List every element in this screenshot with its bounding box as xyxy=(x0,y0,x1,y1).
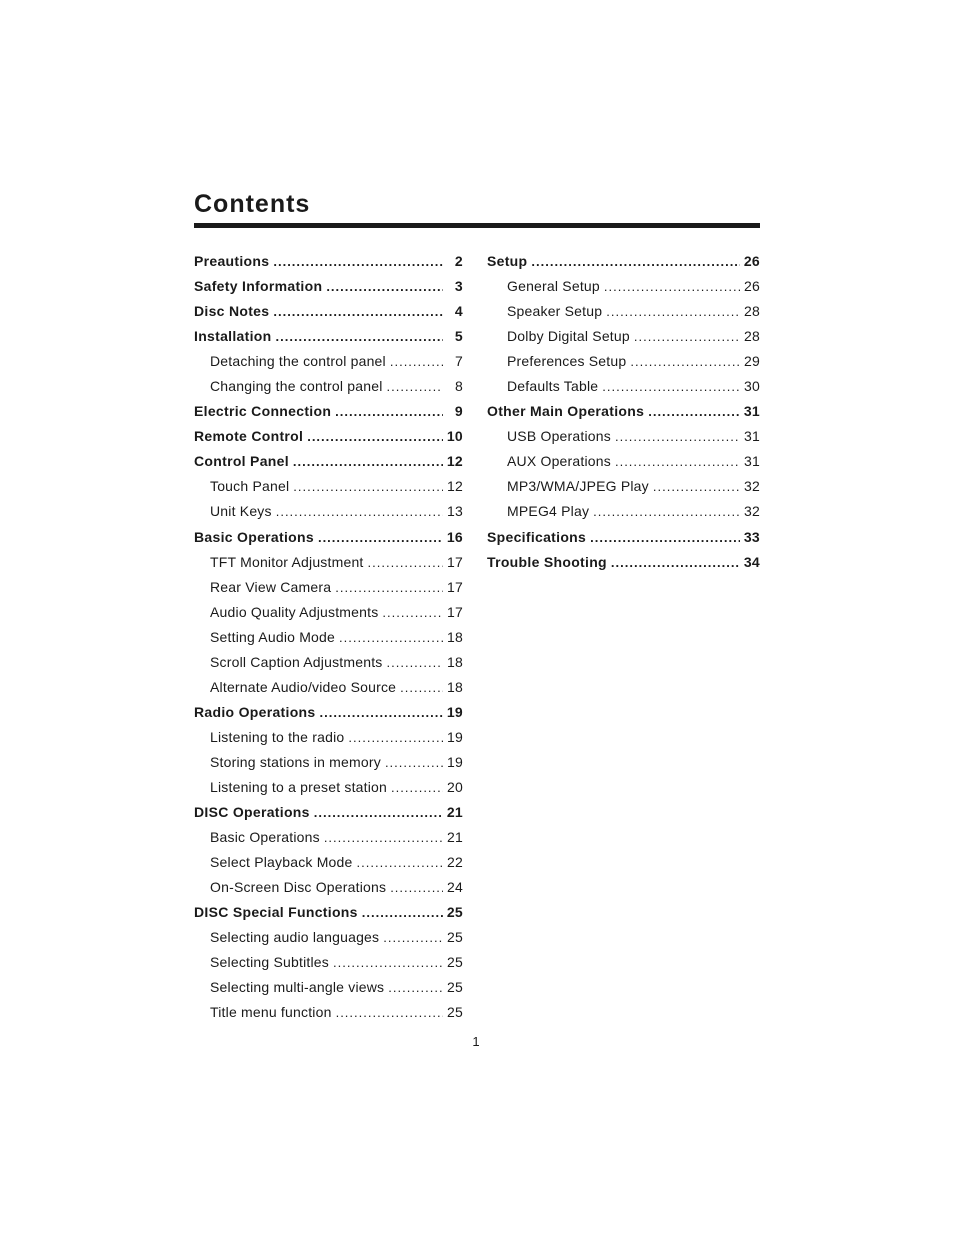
toc-entry-page: 18 xyxy=(447,678,463,695)
dot-leader xyxy=(400,675,443,700)
toc-entry-label: Dolby Digital Setup xyxy=(507,328,630,345)
toc-entry-page: 34 xyxy=(743,553,760,570)
toc-subentry[interactable] xyxy=(487,274,760,299)
toc-entry-page: 21 xyxy=(447,829,463,846)
toc-subentry[interactable] xyxy=(487,349,760,374)
dot-leader xyxy=(319,700,443,725)
toc-subentry[interactable] xyxy=(487,474,760,499)
dot-leader xyxy=(387,374,443,399)
toc-entry-page: 19 xyxy=(447,728,463,745)
toc-subentry[interactable] xyxy=(194,975,463,1000)
dot-leader xyxy=(590,525,740,550)
toc-entry[interactable] xyxy=(194,700,463,725)
dot-leader xyxy=(615,449,740,474)
toc-subentry[interactable] xyxy=(194,499,463,524)
toc-entry-page: 28 xyxy=(744,328,760,345)
toc-entry-page: 4 xyxy=(454,303,463,320)
toc-entry-page: 29 xyxy=(744,353,760,370)
toc-entry-label: Listening to a preset station xyxy=(210,779,388,795)
toc-entry-label: Selecting multi-angle views xyxy=(210,979,385,996)
toc-entry-page: 32 xyxy=(744,503,760,520)
toc-left-column xyxy=(194,249,463,1025)
toc-subentry[interactable] xyxy=(194,875,463,900)
toc-entry-page: 20 xyxy=(447,779,463,795)
toc-entry-page: 7 xyxy=(455,353,463,370)
toc-entry-page: 31 xyxy=(744,453,760,470)
toc-entry-label: Other Main Operations xyxy=(487,403,645,420)
toc-entry-page: 26 xyxy=(744,278,760,295)
toc-entry-label: Audio Quality Adjustments xyxy=(210,603,379,620)
dot-leader xyxy=(339,625,443,650)
toc-entry-page: 16 xyxy=(446,528,463,545)
toc-subentry[interactable] xyxy=(194,625,463,650)
toc-entry-page: 19 xyxy=(447,753,463,770)
toc-entry-page: 25 xyxy=(447,954,463,971)
toc-entry-page: 30 xyxy=(744,378,760,395)
toc-entry-label: Preautions xyxy=(194,253,270,270)
dot-leader xyxy=(273,299,443,324)
toc-subentry[interactable] xyxy=(487,374,760,399)
toc-entry-label: Radio Operations xyxy=(194,703,316,720)
dot-leader xyxy=(604,274,740,299)
toc-entry-label: Specifications xyxy=(487,528,587,545)
toc-entry-page: 18 xyxy=(447,628,463,645)
toc-entry-label: Rear View Camera xyxy=(210,578,332,595)
toc-subentry[interactable] xyxy=(194,349,463,374)
toc-subentry[interactable] xyxy=(194,600,463,625)
toc-subentry[interactable] xyxy=(487,499,760,524)
toc-subentry[interactable] xyxy=(194,650,463,675)
toc-entry-label: Speaker Setup xyxy=(507,303,603,320)
dot-leader xyxy=(388,975,443,1000)
dot-leader xyxy=(390,875,443,900)
toc-entry-label: Basic Operations xyxy=(210,829,320,846)
toc-subentry[interactable] xyxy=(194,850,463,875)
dot-leader xyxy=(387,650,443,675)
dot-leader xyxy=(362,900,443,925)
title-rule xyxy=(194,223,760,228)
toc-entry-page: 31 xyxy=(744,428,760,445)
toc-entry-label: Electric Connection xyxy=(194,403,332,420)
toc-entry-label: Setting Audio Mode xyxy=(210,628,336,645)
toc-entry-label: DISC Special Functions xyxy=(194,904,358,921)
toc-entry-label: Basic Operations xyxy=(194,528,314,545)
toc-entry-page: 19 xyxy=(446,703,463,720)
dot-leader xyxy=(273,249,443,274)
toc-entry[interactable] xyxy=(194,399,463,424)
toc-entry-page: 17 xyxy=(447,553,463,570)
toc-entry[interactable] xyxy=(487,550,760,575)
toc-entry-page: 13 xyxy=(447,503,463,520)
toc-entry-label: Selecting audio languages xyxy=(210,929,380,946)
toc-subentry[interactable] xyxy=(194,750,463,775)
toc-right-column xyxy=(487,249,760,575)
toc-entry-page: 3 xyxy=(454,278,463,295)
toc-entry-label: Defaults Table xyxy=(507,378,599,395)
dot-leader xyxy=(335,575,443,600)
toc-subentry[interactable] xyxy=(487,324,760,349)
toc-subentry[interactable] xyxy=(194,374,463,399)
dot-leader xyxy=(606,299,740,324)
toc-entry-label: Touch Panel xyxy=(210,478,290,495)
toc-subentry[interactable] xyxy=(194,950,463,975)
toc-entry-page: 17 xyxy=(447,578,463,595)
toc-entry-label: Select Playback Mode xyxy=(210,854,353,871)
toc-entry-page: 21 xyxy=(446,804,463,821)
dot-leader xyxy=(335,399,443,424)
toc-entry[interactable] xyxy=(487,249,760,274)
toc-entry-page: 28 xyxy=(744,303,760,320)
toc-entry-label: General Setup xyxy=(507,278,600,295)
toc-entry-label: Storing stations in memory xyxy=(210,753,381,770)
toc-entry-page: 24 xyxy=(447,879,463,896)
dot-leader xyxy=(383,925,443,950)
toc-entry[interactable] xyxy=(194,449,463,474)
dot-leader xyxy=(634,324,740,349)
toc-entry-page: 22 xyxy=(447,854,463,871)
toc-entry-label: Alternate Audio/video Source xyxy=(210,678,397,695)
toc-entry-label: DISC Operations xyxy=(194,804,310,821)
dot-leader xyxy=(318,525,443,550)
toc-subentry[interactable] xyxy=(194,474,463,499)
toc-entry-page: 25 xyxy=(447,1004,463,1021)
toc-entry-page: 25 xyxy=(447,979,463,996)
toc-entry-label: Control Panel xyxy=(194,453,289,470)
dot-leader xyxy=(324,825,443,850)
dot-leader xyxy=(615,424,740,449)
toc-entry-label: MPEG4 Play xyxy=(507,503,590,520)
toc-entry-label: Safety Information xyxy=(194,278,323,295)
toc-subentry[interactable] xyxy=(194,675,463,700)
toc-entry-page: 2 xyxy=(454,253,463,270)
toc-entry-label: Preferences Setup xyxy=(507,353,627,370)
toc-entry-page: 12 xyxy=(446,453,463,470)
dot-leader xyxy=(336,1000,443,1025)
toc-entry-label: Installation xyxy=(194,328,272,345)
toc-subentry[interactable] xyxy=(194,550,463,575)
toc-entry-page: 8 xyxy=(455,378,463,395)
toc-entry-label: TFT Monitor Adjustment xyxy=(210,553,364,570)
toc-entry-page: 32 xyxy=(744,478,760,495)
toc-entry-label: Remote Control xyxy=(194,428,304,445)
dot-leader xyxy=(357,850,443,875)
toc-entry[interactable] xyxy=(487,525,760,550)
dot-leader xyxy=(653,474,740,499)
toc-entry-page: 31 xyxy=(743,403,760,420)
dot-leader xyxy=(385,750,443,775)
toc-entry-label: Title menu function xyxy=(210,1004,332,1021)
toc-entry-page: 10 xyxy=(446,428,463,445)
toc-entry[interactable] xyxy=(194,900,463,925)
toc-entry-label: Selecting Subtitles xyxy=(210,954,329,971)
toc-entry[interactable] xyxy=(194,800,463,825)
dot-leader xyxy=(276,499,443,524)
toc-entry[interactable] xyxy=(194,274,463,299)
dot-leader xyxy=(602,374,740,399)
toc-entry-label: AUX Operations xyxy=(507,453,611,470)
toc-entry-page: 18 xyxy=(447,653,463,670)
page-number: 1 xyxy=(472,1034,480,1049)
dot-leader xyxy=(276,324,444,349)
dot-leader xyxy=(391,775,443,800)
dot-leader xyxy=(611,550,740,575)
toc-entry-page: 25 xyxy=(446,904,463,921)
toc-entry-page: 12 xyxy=(447,478,463,495)
dot-leader xyxy=(531,249,740,274)
toc-entry[interactable] xyxy=(194,324,463,349)
toc-subentry[interactable] xyxy=(194,925,463,950)
toc-entry-page: 25 xyxy=(447,929,463,946)
toc-subentry[interactable] xyxy=(194,775,463,800)
dot-leader xyxy=(307,424,443,449)
dot-leader xyxy=(648,399,740,424)
toc-entry-label: Setup xyxy=(487,253,528,270)
toc-entry-page: 17 xyxy=(447,603,463,620)
toc-entry-label: On-Screen Disc Operations xyxy=(210,879,387,896)
dot-leader xyxy=(593,499,740,524)
toc-entry-page: 9 xyxy=(454,403,463,420)
toc-entry-label: Trouble Shooting xyxy=(487,553,607,570)
dot-leader xyxy=(293,474,443,499)
toc-entry-label: Detaching the control panel xyxy=(210,353,386,370)
toc-entry-label: USB Operations xyxy=(507,428,611,445)
dot-leader xyxy=(382,600,443,625)
toc-subentry[interactable] xyxy=(487,424,760,449)
dot-leader xyxy=(333,950,443,975)
dot-leader xyxy=(630,349,740,374)
dot-leader xyxy=(314,800,443,825)
dot-leader xyxy=(390,349,443,374)
toc-subentry[interactable] xyxy=(194,575,463,600)
toc-subentry[interactable] xyxy=(194,725,463,750)
toc-entry-label: Unit Keys xyxy=(210,503,272,520)
dot-leader xyxy=(348,725,443,750)
page-title: Contents xyxy=(194,190,311,218)
toc-entry[interactable] xyxy=(487,399,760,424)
dot-leader xyxy=(293,449,443,474)
toc-subentry[interactable] xyxy=(194,1000,463,1025)
toc-entry[interactable] xyxy=(194,299,463,324)
toc-entry-label: MP3/WMA/JPEG Play xyxy=(507,478,649,495)
toc-entry-label: Disc Notes xyxy=(194,303,270,320)
toc-entry-label: Changing the control panel xyxy=(210,378,383,395)
dot-leader xyxy=(368,550,443,575)
toc-entry[interactable] xyxy=(194,424,463,449)
toc-entry-page: 5 xyxy=(454,328,463,345)
toc-entry-page: 33 xyxy=(743,528,760,545)
toc-entry[interactable] xyxy=(194,525,463,550)
toc-entry[interactable] xyxy=(194,249,463,274)
toc-subentry[interactable] xyxy=(487,449,760,474)
dot-leader xyxy=(326,274,443,299)
toc-entry-label: Scroll Caption Adjustments xyxy=(210,653,383,670)
toc-subentry[interactable] xyxy=(194,825,463,850)
toc-entry-page: 26 xyxy=(743,253,760,270)
toc-subentry[interactable] xyxy=(487,299,760,324)
toc-entry-label: Listening to the radio xyxy=(210,728,345,745)
